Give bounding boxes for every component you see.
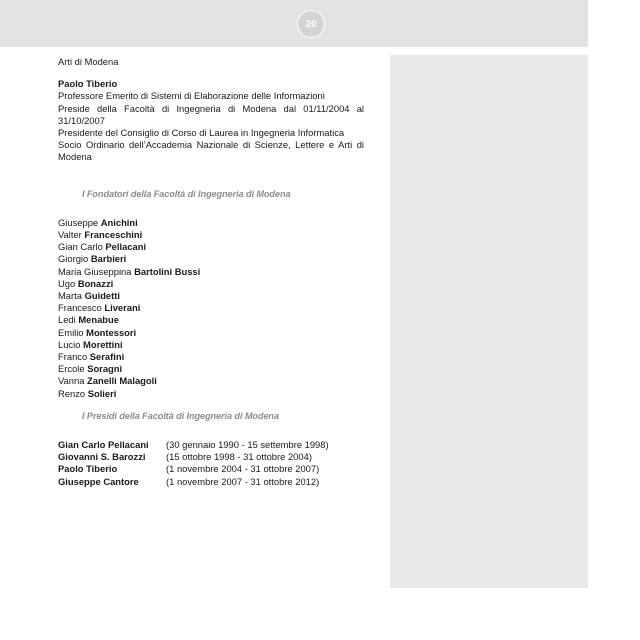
page-number-badge: 20 bbox=[297, 10, 325, 38]
list-item: Marta Guidetti bbox=[58, 290, 120, 302]
preside-period: (1 novembre 2004 - 31 ottobre 2007) bbox=[166, 463, 320, 475]
list-item: Francesco Liverani bbox=[58, 302, 141, 314]
list-item: Giorgio Barbieri bbox=[58, 253, 127, 265]
fondatori-heading: I Fondatori della Facoltà di Ingegneria di Modena bbox=[82, 188, 291, 199]
list-item: Emilio Montessori bbox=[58, 326, 137, 338]
fondatori-list bbox=[58, 217, 364, 400]
list-item: Lucio Morettini bbox=[58, 338, 123, 350]
header-band bbox=[0, 0, 588, 47]
tiberio-line: Presidente del Consiglio di Corso di Laurea in Ingegneria Informatica bbox=[58, 127, 345, 139]
preside-name: Gian Carlo Pellacani bbox=[58, 439, 149, 451]
preside-name: Giuseppe Cantore bbox=[58, 475, 139, 487]
table-row bbox=[58, 476, 364, 488]
preside-name: Giovanni S. Barozzi bbox=[58, 451, 146, 463]
list-item: Franco Serafini bbox=[58, 351, 125, 363]
preside-period: (1 novembre 2007 - 31 ottobre 2012) bbox=[166, 475, 320, 487]
tiberio-line: Socio Ordinario dell’Accademia Nazionale di Scienze, Lettere e Arti di Modena bbox=[58, 139, 364, 163]
page-content bbox=[58, 56, 364, 488]
tiberio-line: Preside della Facoltà di Ingegneria di Modena dal 01/11/2004 al 31/10/2007 bbox=[58, 102, 364, 126]
preside-period: (15 ottobre 1998 - 31 ottobre 2004) bbox=[166, 451, 312, 463]
tiberio-line: Professore Emerito di Sistemi di Elaborazione delle Informazioni bbox=[58, 90, 325, 102]
table-row bbox=[58, 463, 364, 475]
list-item: Gian Carlo Pellacani bbox=[58, 241, 147, 253]
tiberio-name: Paolo Tiberio bbox=[58, 78, 118, 90]
table-row bbox=[58, 439, 364, 451]
list-item: Maria Giuseppina Bartolini Bussi bbox=[58, 265, 201, 277]
list-item: Ledi Menabue bbox=[58, 314, 119, 326]
table-row bbox=[58, 451, 364, 463]
list-item: Renzo Solieri bbox=[58, 387, 117, 399]
preside-name: Paolo Tiberio bbox=[58, 463, 118, 475]
list-item: Valter Franceschini bbox=[58, 229, 143, 241]
presidi-heading: I Presidi della Facoltà di Ingegneria di Modena bbox=[82, 410, 279, 421]
presidi-list bbox=[58, 439, 364, 488]
preside-period: (30 gennaio 1990 - 15 settembre 1998) bbox=[166, 439, 329, 451]
list-item: Ugo Bonazzi bbox=[58, 277, 114, 289]
side-panel bbox=[390, 55, 588, 588]
list-item: Giuseppe Anichini bbox=[58, 216, 138, 228]
list-item: Ercole Soragni bbox=[58, 363, 123, 375]
tiberio-block bbox=[58, 78, 364, 163]
list-item: Vanna Zanelli Malagoli bbox=[58, 375, 157, 387]
intro-line: Arti di Modena bbox=[58, 56, 119, 67]
